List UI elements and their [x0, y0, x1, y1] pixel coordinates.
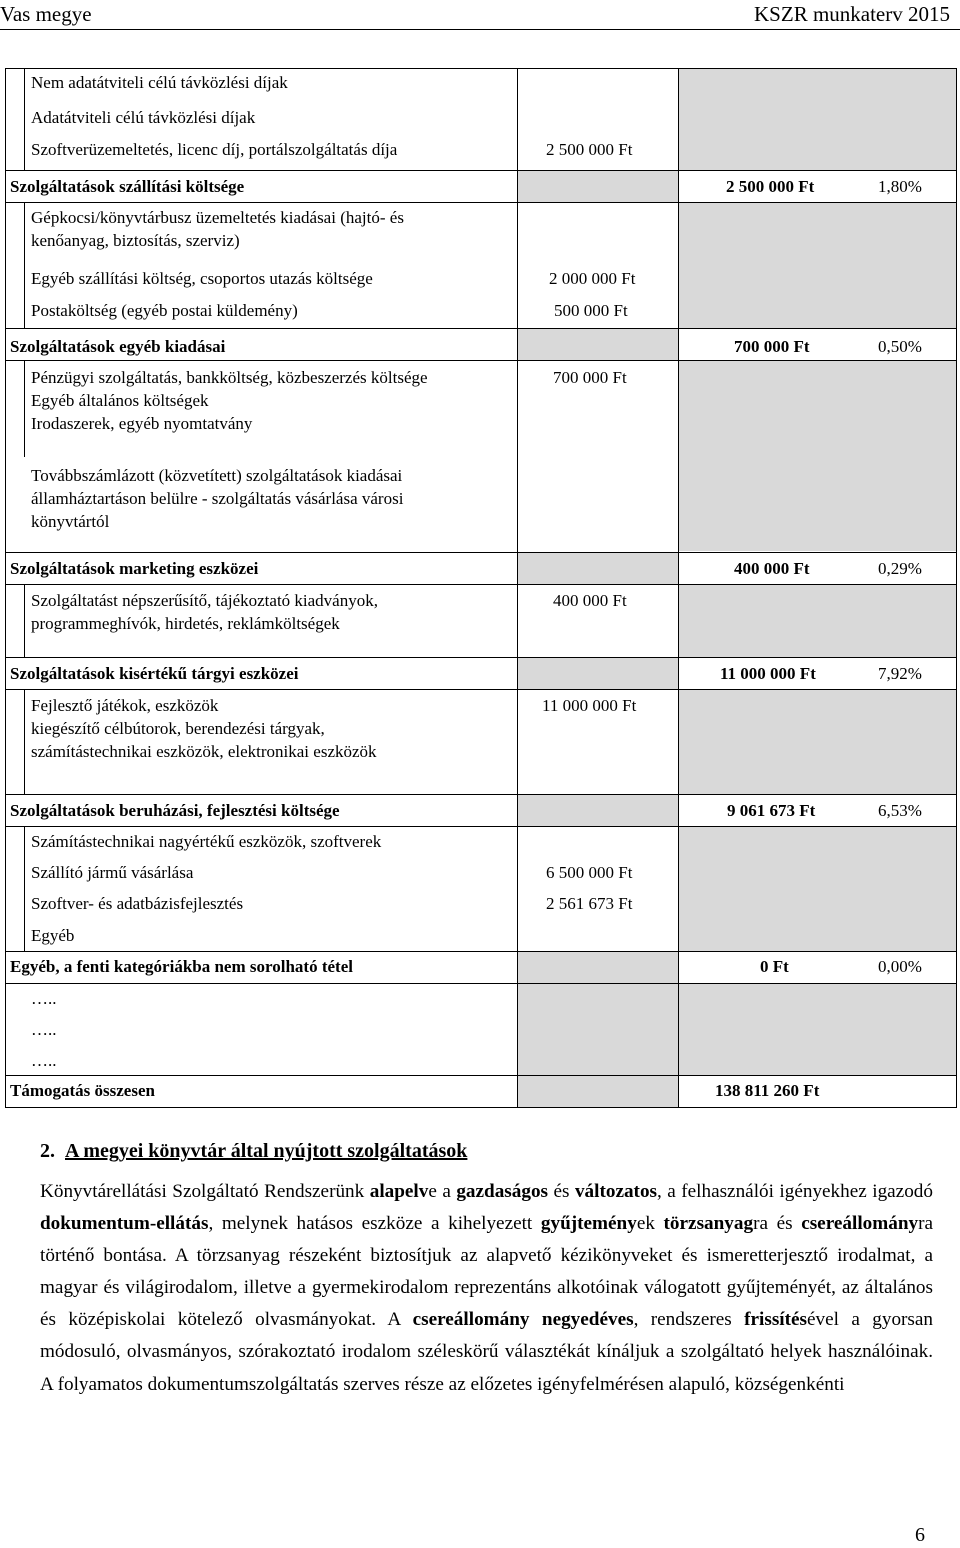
row-label: programmeghívók, hirdetés, reklámköltségek — [31, 614, 340, 633]
gray-cell — [678, 827, 957, 951]
para-bold: gazdaságos — [456, 1181, 549, 1202]
row-line — [5, 584, 957, 585]
body-paragraph — [40, 1176, 933, 1401]
category-label: Szolgáltatások kisértékű tárgyi eszközei — [10, 664, 299, 683]
total-label: Támogatás összesen — [10, 1081, 155, 1100]
row-label: Egyéb általános költségek — [31, 391, 209, 410]
gray-cell — [517, 329, 678, 360]
section-title: A megyei könyvtár által nyújtott szolgáltatások — [65, 1140, 468, 1162]
row-line — [5, 794, 957, 795]
gray-cell — [517, 171, 678, 202]
table-border-right — [956, 68, 957, 1108]
gray-cell — [678, 361, 957, 551]
para-bold: gyűjtemény — [540, 1213, 637, 1235]
para-text: ra és — [753, 1213, 802, 1235]
row-line — [5, 1075, 957, 1076]
section-number: 2. — [40, 1140, 55, 1162]
row-amount: 2 561 673 Ft — [546, 894, 633, 913]
gray-cell — [678, 68, 957, 170]
category-total: 0 Ft — [760, 957, 789, 976]
row-label: kiegészítő célbútorok, berendezési tárgyak, — [31, 719, 325, 738]
para-bold: csereállomány negyedéves — [412, 1309, 634, 1331]
row-line — [5, 328, 957, 329]
row-amount: 2 000 000 Ft — [549, 269, 636, 288]
para-text: Könyvtárellátási Szolgáltató Rendszerünk — [40, 1181, 370, 1202]
row-label: számítástechnikai eszközök, elektronikai eszközök — [31, 742, 377, 761]
row-label: Számítástechnikai nagyértékű eszközök, szoftverek — [31, 832, 382, 851]
row-line — [5, 552, 957, 553]
row-label: Nem adatátviteli célú távközlési díjak — [31, 73, 288, 92]
row-amount: 11 000 000 Ft — [542, 696, 637, 715]
category-total: 400 000 Ft — [734, 559, 810, 578]
indent-line — [24, 690, 25, 794]
para-text: e a — [428, 1181, 457, 1202]
para-text: , rendszeres — [633, 1309, 745, 1331]
category-label: Egyéb, a fenti kategóriákba nem sorolható tétel — [10, 957, 353, 976]
table-border-top — [5, 68, 957, 69]
category-percent: 6,53% — [878, 801, 922, 820]
gray-cell — [517, 952, 678, 983]
row-amount: 2 500 000 Ft — [546, 140, 633, 159]
row-label: Egyéb szállítási költség, csoportos utazás költsége — [31, 269, 373, 288]
row-label: Szolgáltatást népszerűsítő, tájékoztató kiadványok, — [31, 591, 378, 610]
row-amount: 400 000 Ft — [553, 591, 627, 610]
table-border-left — [5, 68, 6, 1108]
row-label: Fejlesztő játékok, eszközök — [31, 696, 219, 715]
row-label: Pénzügyi szolgáltatás, bankköltség, közbeszerzés költsége — [31, 368, 428, 387]
category-percent: 0,29% — [878, 559, 922, 578]
row-label: kenőanyag, biztosítás, szerviz) — [31, 231, 240, 250]
row-label: államháztartáson belülre - szolgáltatás vásárlása városi — [31, 489, 404, 508]
category-total: 700 000 Ft — [734, 337, 810, 356]
row-line — [5, 983, 957, 984]
row-label: Szállító jármű vásárlása — [31, 863, 194, 882]
row-label: könyvtártól — [31, 512, 110, 531]
header-county: Vas megye — [0, 2, 92, 26]
category-total: 11 000 000 Ft — [720, 664, 816, 683]
row-amount: 700 000 Ft — [553, 368, 627, 387]
gray-cell — [678, 585, 957, 657]
row-line — [5, 951, 957, 952]
row-line — [5, 689, 957, 690]
category-percent: 0,00% — [878, 957, 922, 976]
row-amount: 6 500 000 Ft — [546, 863, 633, 882]
gray-cell — [517, 553, 678, 584]
category-label: Szolgáltatások egyéb kiadásai — [10, 337, 226, 356]
gray-cell — [517, 984, 957, 1076]
indent-line — [24, 202, 25, 328]
gray-cell — [678, 202, 957, 328]
row-label: Postaköltség (egyéb postai küldemény) — [31, 301, 298, 320]
row-label: Gépkocsi/könyvtárbusz üzemeltetés kiadásai (hajtó- és — [31, 208, 404, 227]
para-text: ével a gyorsan módosuló, olvasmányos, szórakoztató irodalom széleskörű választékát kínáljuk a szolgáltató helyek használóinak. A folyamatos dokumentumszolgáltatás szerves része az előzetes igényfelmérésen alapuló, községenkénti — [40, 1309, 934, 1395]
column-line — [678, 68, 679, 1108]
para-text: , a felhasználói igényekhez igazodó — [657, 1181, 933, 1202]
row-label: Szoftver- és adatbázisfejlesztés — [31, 894, 244, 913]
gray-cell — [517, 1076, 678, 1107]
para-bold: változatos — [574, 1181, 657, 1202]
gray-cell — [517, 795, 678, 826]
row-label: Szoftverüzemeltetés, licenc díj, portálszolgáltatás díja — [31, 140, 398, 159]
category-percent: 1,80% — [878, 177, 922, 196]
para-bold: frissítés — [744, 1309, 807, 1331]
category-total: 9 061 673 Ft — [727, 801, 816, 820]
category-label: Szolgáltatások beruházási, fejlesztési költsége — [10, 801, 340, 820]
para-text: és — [548, 1181, 575, 1202]
header-title: KSZR munkaterv 2015 — [754, 2, 950, 26]
row-line — [5, 360, 957, 361]
row-line — [5, 202, 957, 203]
indent-line — [24, 585, 25, 657]
para-bold: alapelv — [369, 1181, 429, 1202]
para-text: ra történő bontása. A törzsanyag részeként biztosítjuk az alapvető kézikönyveket és ismeretterjesztő irodalmat, a magyar és világirodalom, illetve a gyermekirodalom reprezentáns alkotóinak válogatott gyűjteményét, az általános és középiskolai kötelező olvasmányokat. A — [40, 1213, 933, 1331]
section-heading — [40, 1140, 467, 1163]
placeholder-row: ….. — [31, 989, 57, 1008]
gray-cell — [678, 690, 957, 794]
placeholder-row: ….. — [31, 1020, 57, 1039]
para-text: , melynek hatásos eszköze a kihelyezett — [208, 1213, 541, 1235]
row-line — [5, 826, 957, 827]
category-total: 2 500 000 Ft — [726, 177, 815, 196]
row-label: Adatátviteli célú távközlési díjak — [31, 108, 256, 127]
category-label: Szolgáltatások marketing eszközei — [10, 559, 259, 578]
table-border-bottom — [5, 1107, 957, 1108]
row-label: Irodaszerek, egyéb nyomtatvány — [31, 414, 253, 433]
indent-line — [24, 68, 25, 170]
placeholder-row: ….. — [31, 1051, 57, 1070]
row-label: Továbbszámlázott (közvetített) szolgáltatások kiadásai — [31, 466, 403, 485]
category-percent: 7,92% — [878, 664, 922, 683]
row-line — [5, 657, 957, 658]
para-bold: dokumentum-ellátás — [40, 1213, 209, 1235]
para-bold: törzsanyag — [663, 1213, 754, 1235]
category-label: Szolgáltatások szállítási költsége — [10, 177, 245, 196]
page-number: 6 — [915, 1524, 925, 1546]
para-bold: csereállomány — [801, 1213, 919, 1235]
row-label: Egyéb — [31, 926, 75, 945]
row-amount: 500 000 Ft — [554, 301, 628, 320]
indent-line — [24, 361, 25, 457]
category-percent: 0,50% — [878, 337, 922, 356]
gray-cell — [517, 658, 678, 689]
indent-line — [24, 827, 25, 951]
total-amount: 138 811 260 Ft — [715, 1081, 820, 1100]
row-line — [5, 170, 957, 171]
para-text: ek — [636, 1213, 664, 1235]
column-line — [517, 68, 518, 1108]
